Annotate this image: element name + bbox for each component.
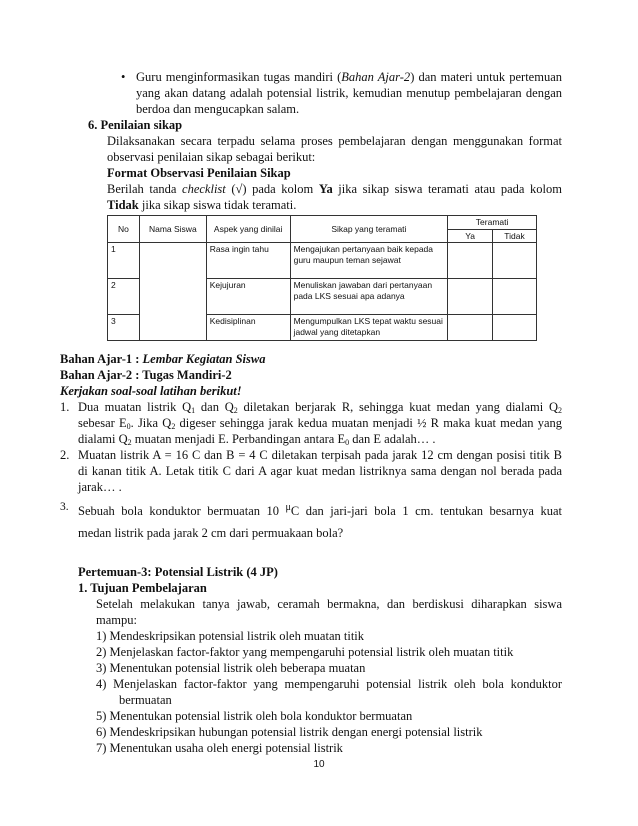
question-1-line-3: dialami $Q_2$ muatan menjadi E. Perbandingan antara $E_0$ dan E adalah… .: [78, 432, 436, 447]
cell-tidak: [493, 243, 537, 279]
header-nama-siswa: Nama Siswa: [139, 216, 206, 243]
question-1-line-2: sebesar $E_0$. Jika $Q_2$ digeser sehingga jarak kedua muatan menjadi ½ R maka kuat medan yang: [78, 416, 562, 431]
cell-sikap: Mengajukan pertanyaan baik kepada guru maupun teman sejawat: [290, 243, 448, 279]
format-title: Format Observasi Penilaian Sikap: [107, 166, 291, 180]
cell-ya: [448, 279, 493, 315]
cell-tidak: [493, 315, 537, 341]
bullet-line-3: berdoa dan mengucapkan salam.: [136, 102, 300, 116]
list-item: 3) Menentukan potensial listrik oleh beberapa muatan: [96, 661, 366, 675]
cell-sikap: Mengumpulkan LKS tepat waktu sesuai jadwal yang ditetapkan: [290, 315, 448, 341]
header-sikap: Sikap yang teramati: [290, 216, 448, 243]
header-tidak: Tidak: [493, 229, 537, 243]
header-teramati: Teramati: [448, 216, 537, 230]
list-item: 4) Menjelaskan factor-faktor yang mempengaruhi potensial listrik oleh bola konduktor: [96, 677, 562, 691]
section-6-heading: 6. Penilaian sikap: [88, 118, 183, 132]
observation-table: [107, 215, 537, 341]
tujuan-paragraph-1: Setelah melakukan tanya jawab, ceramah bermakna, dan berdiskusi diharapkan siswa: [96, 597, 562, 611]
question-1-line-1: Dua muatan listrik $Q_1$ dan $Q_2$ diletakan berjarak R, sehingga kuat medan yang dialami $Q_2$: [78, 400, 562, 415]
question-2-line-2: di kanan titik A. Letak titik C dari A agar kuat medan listriknya sama dengan nol berada pada: [78, 464, 562, 478]
table-header-row: [108, 216, 537, 230]
list-item: 6) Mendeskripsikan hubungan potensial listrik dengan energi potensial listrik: [96, 725, 483, 739]
cell-aspek: Kejujuran: [206, 279, 290, 315]
instruction-line-2: Tidak jika sikap siswa tidak teramati.: [107, 198, 297, 212]
question-2-number: 2.: [60, 448, 70, 462]
cell-sikap: Menuliskan jawaban dari pertanyaan pada LKS sesuai apa adanya: [290, 279, 448, 315]
list-item-continuation: bermuatan: [119, 693, 172, 707]
header-aspek: Aspek yang dinilai: [206, 216, 290, 243]
list-item: 7) Menentukan usaha oleh energi potensial listrik: [96, 741, 343, 755]
tujuan-paragraph-2: mampu:: [96, 613, 137, 627]
section-6-paragraph-1: Dilaksanakan secara terpadu selama proses pembelajaran dengan menggunakan format: [107, 134, 562, 148]
cell-aspek: Rasa ingin tahu: [206, 243, 290, 279]
question-3-line-2: medan listrik pada jarak 2 cm dari permuakaan bola?: [78, 526, 344, 540]
cell-no: 2: [108, 279, 140, 315]
cell-no: 3: [108, 315, 140, 341]
cell-nama-siswa: [139, 243, 206, 341]
list-item: 2) Menjelaskan factor-faktor yang mempengaruhi potensial listrik oleh muatan titik: [96, 645, 514, 659]
cell-ya: [448, 315, 493, 341]
table-row: [108, 243, 537, 279]
bahan-ajar-2: Bahan Ajar-2 : Tugas Mandiri-2: [60, 368, 232, 382]
bullet-line-2: yang akan datang adalah potensial listrik, kemudian menutup pembelajaran dengan: [136, 86, 562, 100]
question-1-number: 1.: [60, 400, 70, 414]
question-2-line-3: jarak… .: [78, 480, 122, 494]
tujuan-heading: 1. Tujuan Pembelajaran: [78, 581, 207, 595]
instruction-line-1: Berilah tanda checklist (√) pada kolom Ya jika sikap siswa teramati atau pada kolom: [107, 182, 562, 196]
instruction-exercises: Kerjakan soal-soal latihan berikut!: [60, 384, 242, 398]
bahan-ajar-1: Bahan Ajar-1 : Lembar Kegiatan Siswa: [60, 352, 266, 366]
section-6-paragraph-2: observasi penilaian sikap sebagai berikut:: [107, 150, 316, 164]
question-2-line-1: Muatan listrik A = 16 C dan B = 4 C diletakan terpisah pada jarak 12 cm dengan posisi titik B: [78, 448, 562, 462]
list-item: 1) Mendeskripsikan potensial listrik oleh muatan titik: [96, 629, 365, 643]
header-no: No: [108, 216, 140, 243]
cell-ya: [448, 243, 493, 279]
bullet-line-1: Guru menginformasikan tugas mandiri (Bahan Ajar-2) dan materi untuk pertemuan: [136, 70, 562, 84]
list-item: 5) Menentukan potensial listrik oleh bola konduktor bermuatan: [96, 709, 413, 723]
cell-tidak: [493, 279, 537, 315]
cell-aspek: Kedisiplinan: [206, 315, 290, 341]
question-3-line-1: Sebuah bola konduktor bermuatan 10 $^\mu$C dan jari-jari bola 1 cm. tentukan besarnya kuat: [78, 502, 562, 518]
pertemuan-3-heading: Pertemuan-3: Potensial Listrik (4 JP): [78, 565, 278, 579]
bullet-symbol: •: [121, 70, 126, 84]
header-ya: Ya: [448, 229, 493, 243]
cell-no: 1: [108, 243, 140, 279]
question-3-number: 3.: [60, 501, 69, 513]
page-number: 10: [313, 759, 325, 770]
